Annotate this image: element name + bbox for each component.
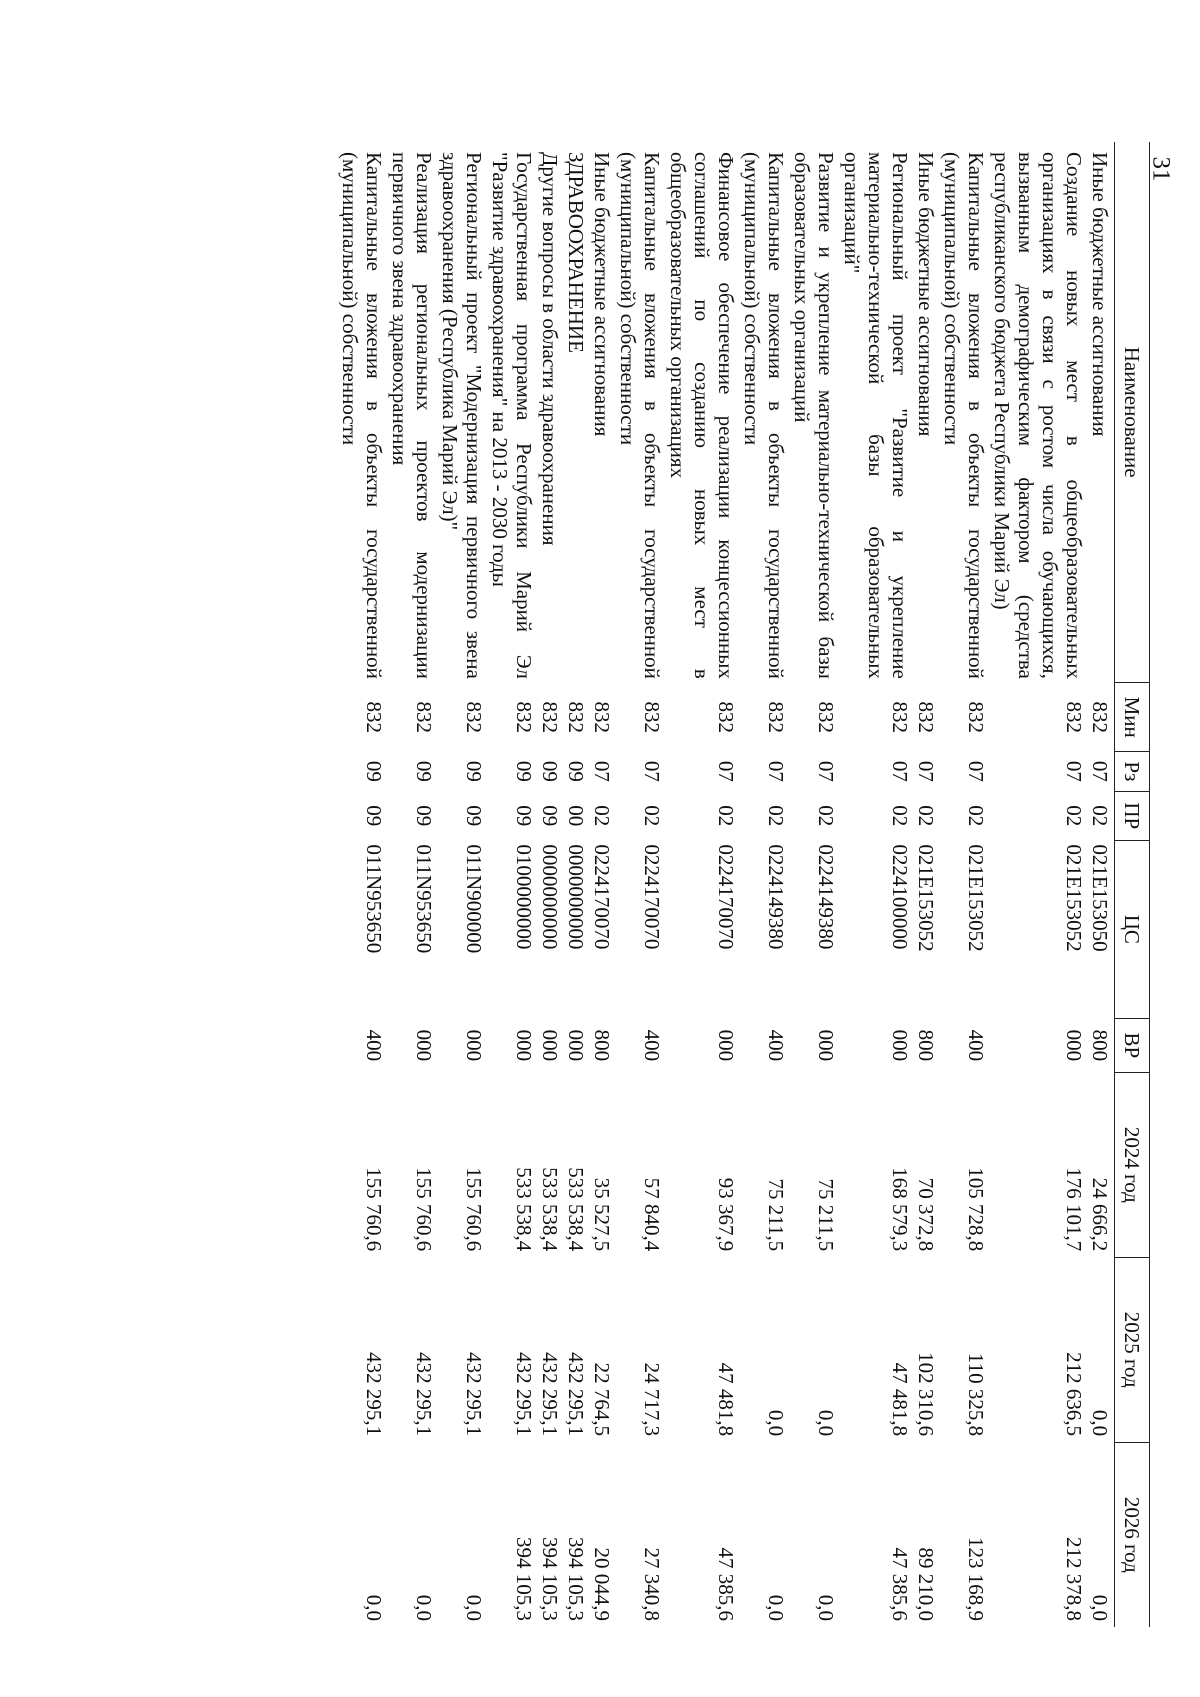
cell-cs: 0224149380 — [814, 844, 838, 950]
cell-y2024: 155 760,6 — [462, 1167, 486, 1252]
cell-y2026: 123 168,9 — [964, 1537, 988, 1621]
header-min: Мин — [1115, 683, 1150, 752]
cell-pr: 02 — [714, 805, 738, 827]
cell-pr: 02 — [914, 805, 938, 827]
cell-cs: 0224100000 — [888, 844, 912, 950]
cell-min: 832 — [538, 701, 562, 733]
cell-y2026: 0,0 — [462, 1594, 486, 1621]
header-vr: ВР — [1115, 1018, 1150, 1072]
cell-vr: 400 — [640, 1029, 664, 1062]
cell-y2025: 0,0 — [1088, 1409, 1112, 1437]
cell-vr: 000 — [412, 1029, 436, 1062]
cell-min: 832 — [564, 701, 588, 733]
table-row — [1088, 142, 1115, 1627]
cell-cs: 0000000000 — [564, 844, 588, 950]
table-row — [940, 142, 990, 1627]
cell-pr: 02 — [888, 805, 912, 827]
cell-cs: 021E153052 — [914, 844, 938, 952]
cell-y2025: 0,0 — [814, 1409, 838, 1437]
cell-cs: 021E153052 — [964, 844, 988, 952]
cell-min: 832 — [814, 701, 838, 733]
cell-y2025: 432 295,1 — [412, 1352, 436, 1437]
table-row — [666, 142, 740, 1627]
cell-y2024: 168 579,3 — [888, 1167, 912, 1252]
cell-y2025: 47 481,8 — [714, 1362, 738, 1437]
cell-vr: 800 — [590, 1029, 614, 1062]
cell-rz: 07 — [764, 760, 788, 782]
header-name: Наименование — [1115, 142, 1150, 683]
cell-cs: 021E153052 — [1062, 844, 1086, 952]
cell-y2026: 89 210,0 — [914, 1547, 938, 1621]
cell-name: Капитальные вложения в объекты государственной (муниципальной) собственности — [616, 152, 664, 679]
cell-pr: 09 — [362, 805, 386, 827]
cell-vr: 000 — [462, 1029, 486, 1062]
cell-name: Иные бюджетные ассигнования — [590, 152, 614, 437]
table-row — [990, 142, 1088, 1627]
cell-y2026: 0,0 — [814, 1594, 838, 1621]
budget-table — [338, 142, 1150, 1627]
cell-pr: 09 — [412, 805, 436, 827]
table-row — [564, 142, 590, 1627]
cell-name: Капитальные вложения в объекты государственной (муниципальной) собственности — [740, 152, 788, 679]
cell-y2025: 432 295,1 — [512, 1352, 536, 1437]
cell-min: 832 — [362, 701, 386, 733]
cell-y2024: 93 367,9 — [714, 1177, 738, 1252]
cell-rz: 09 — [512, 760, 536, 782]
table-row — [338, 142, 388, 1627]
cell-cs: 0224149380 — [764, 844, 788, 950]
cell-pr: 02 — [764, 805, 788, 827]
cell-y2024: 105 728,8 — [964, 1167, 988, 1252]
cell-min: 832 — [462, 701, 486, 733]
cell-y2025: 432 295,1 — [362, 1352, 386, 1437]
cell-pr: 02 — [964, 805, 988, 827]
cell-cs: 0224170070 — [590, 844, 614, 950]
cell-vr: 400 — [764, 1029, 788, 1062]
cell-y2024: 533 538,4 — [564, 1167, 588, 1252]
cell-y2024: 155 760,6 — [362, 1167, 386, 1252]
cell-vr: 400 — [362, 1029, 386, 1062]
cell-min: 832 — [1062, 701, 1086, 733]
cell-vr: 000 — [538, 1029, 562, 1062]
cell-rz: 07 — [888, 760, 912, 782]
table-row — [488, 142, 538, 1627]
cell-name: Капитальные вложения в объекты государственной (муниципальной) собственности — [338, 152, 386, 679]
cell-cs: 021E153050 — [1088, 844, 1112, 952]
cell-cs: 0224170070 — [640, 844, 664, 950]
cell-min: 832 — [964, 701, 988, 733]
cell-rz: 07 — [590, 760, 614, 782]
cell-min: 832 — [914, 701, 938, 733]
cell-y2026: 212 378,8 — [1062, 1537, 1086, 1621]
cell-y2026: 394 105,3 — [538, 1537, 562, 1621]
cell-name: Реализация региональных проектов модернизации первичного звена здравоохранения — [388, 152, 436, 679]
cell-min: 832 — [412, 701, 436, 733]
cell-vr: 000 — [1062, 1029, 1086, 1062]
cell-vr: 800 — [1088, 1029, 1112, 1062]
budget-table-sheet — [270, 142, 1150, 1627]
cell-min: 832 — [1088, 701, 1112, 733]
cell-vr: 000 — [888, 1029, 912, 1062]
cell-y2025: 432 295,1 — [462, 1352, 486, 1437]
cell-pr: 09 — [512, 805, 536, 827]
cell-y2024: 57 840,4 — [640, 1177, 664, 1252]
cell-y2024: 24 666,2 — [1088, 1177, 1112, 1252]
cell-vr: 000 — [564, 1029, 588, 1062]
cell-y2026: 27 340,8 — [640, 1547, 664, 1621]
page-number: 31 — [1147, 156, 1175, 182]
cell-y2026: 394 105,3 — [564, 1537, 588, 1621]
cell-y2026: 0,0 — [362, 1594, 386, 1621]
cell-y2024: 533 538,4 — [512, 1167, 536, 1252]
cell-y2025: 24 717,3 — [640, 1362, 664, 1437]
cell-cs: 011N953650 — [362, 844, 386, 954]
cell-name: Региональный проект "Модернизация первичного звена здравоохранения (Республика Марий Эл)" — [438, 152, 486, 679]
cell-y2024: 176 101,7 — [1062, 1167, 1086, 1252]
cell-y2025: 47 481,8 — [888, 1362, 912, 1437]
table-row — [590, 142, 616, 1627]
cell-y2026: 0,0 — [1088, 1594, 1112, 1621]
cell-rz: 07 — [964, 760, 988, 782]
cell-rz: 09 — [538, 760, 562, 782]
table-header-row — [1115, 142, 1150, 1627]
cell-min: 832 — [512, 701, 536, 733]
cell-vr: 400 — [964, 1029, 988, 1062]
table-row — [840, 142, 914, 1627]
cell-cs: 0100000000 — [512, 844, 536, 950]
table-row — [538, 142, 564, 1627]
cell-y2026: 47 385,6 — [888, 1547, 912, 1621]
header-2024: 2024 год — [1115, 1072, 1150, 1257]
cell-y2026: 20 044,9 — [590, 1547, 614, 1621]
cell-vr: 000 — [512, 1029, 536, 1062]
cell-y2026: 394 105,3 — [512, 1537, 536, 1621]
cell-min: 832 — [764, 701, 788, 733]
cell-y2026: 0,0 — [764, 1594, 788, 1621]
cell-y2025: 432 295,1 — [538, 1352, 562, 1437]
cell-y2024: 75 211,5 — [814, 1178, 838, 1252]
cell-rz: 09 — [362, 760, 386, 782]
cell-y2024: 70 372,8 — [914, 1177, 938, 1252]
cell-name: Иные бюджетные ассигнования — [1088, 152, 1112, 437]
cell-y2025: 22 764,5 — [590, 1362, 614, 1437]
cell-vr: 000 — [814, 1029, 838, 1062]
cell-y2025: 102 310,6 — [914, 1352, 938, 1437]
header-2025: 2025 год — [1115, 1257, 1150, 1442]
cell-cs: 011N953650 — [412, 844, 436, 954]
header-2026: 2026 год — [1115, 1442, 1150, 1627]
cell-pr: 00 — [564, 805, 588, 827]
cell-name: Развитие и укрепление материально-технической базы образовательных организаций — [790, 152, 838, 679]
cell-y2025: 110 325,8 — [964, 1352, 988, 1437]
cell-y2025: 212 636,5 — [1062, 1352, 1086, 1437]
cell-pr: 09 — [538, 805, 562, 827]
cell-y2025: 432 295,1 — [564, 1352, 588, 1437]
cell-rz: 07 — [1088, 760, 1112, 782]
cell-cs: 0000000000 — [538, 844, 562, 950]
cell-pr: 02 — [590, 805, 614, 827]
cell-rz: 07 — [1062, 760, 1086, 782]
cell-cs: 011N900000 — [462, 844, 486, 954]
cell-name: Государственная программа Республики Марий Эл "Развитие здравоохранения" на 2013 - 2030 годы — [488, 152, 536, 679]
header-pr: ПР — [1115, 791, 1150, 840]
cell-min: 832 — [888, 701, 912, 733]
cell-pr: 02 — [814, 805, 838, 827]
cell-vr: 000 — [714, 1029, 738, 1062]
cell-min: 832 — [590, 701, 614, 733]
table-row — [790, 142, 840, 1627]
cell-y2024: 35 527,5 — [590, 1177, 614, 1252]
cell-y2024: 75 211,5 — [764, 1178, 788, 1252]
table-row — [914, 142, 940, 1627]
cell-y2026: 47 385,6 — [714, 1547, 738, 1621]
table-row — [438, 142, 488, 1627]
cell-name: Региональный проект "Развитие и укрепление материально-технической базы образовательных организаций" — [840, 152, 912, 679]
cell-rz: 07 — [714, 760, 738, 782]
table-row — [388, 142, 438, 1627]
cell-rz: 07 — [640, 760, 664, 782]
cell-y2024: 533 538,4 — [538, 1167, 562, 1252]
cell-name: Капитальные вложения в объекты государственной (муниципальной) собственности — [940, 152, 988, 679]
cell-pr: 02 — [1088, 805, 1112, 827]
cell-vr: 800 — [914, 1029, 938, 1062]
header-cs: ЦС — [1115, 840, 1150, 1018]
cell-pr: 02 — [1062, 805, 1086, 827]
cell-rz: 09 — [412, 760, 436, 782]
cell-pr: 09 — [462, 805, 486, 827]
cell-rz: 09 — [564, 760, 588, 782]
table-row — [740, 142, 790, 1627]
cell-cs: 0224170070 — [714, 844, 738, 950]
cell-name: Финансовое обеспечение реализации концессионных соглашений по созданию новых мест в общеобразовательных организациях — [666, 152, 738, 679]
cell-min: 832 — [714, 701, 738, 733]
cell-min: 832 — [640, 701, 664, 733]
cell-name: Другие вопросы в области здравоохранения — [538, 152, 562, 546]
cell-y2026: 0,0 — [412, 1594, 436, 1621]
cell-name: ЗДРАВООХРАНЕНИЕ — [564, 152, 588, 353]
table-body — [338, 142, 1115, 1627]
cell-name: Иные бюджетные ассигнования — [914, 152, 938, 437]
cell-pr: 02 — [640, 805, 664, 827]
cell-name: Создание новых мест в общеобразовательных организациях в связи с ростом числа обучающихся, вызванным демографическим фактором (средства республиканского бюджета Республики Марий Эл) — [990, 152, 1086, 679]
cell-rz: 07 — [814, 760, 838, 782]
cell-y2024: 155 760,6 — [412, 1167, 436, 1252]
cell-rz: 07 — [914, 760, 938, 782]
cell-y2025: 0,0 — [764, 1409, 788, 1437]
table-row — [616, 142, 666, 1627]
cell-rz: 09 — [462, 760, 486, 782]
header-rz: Рз — [1115, 752, 1150, 792]
